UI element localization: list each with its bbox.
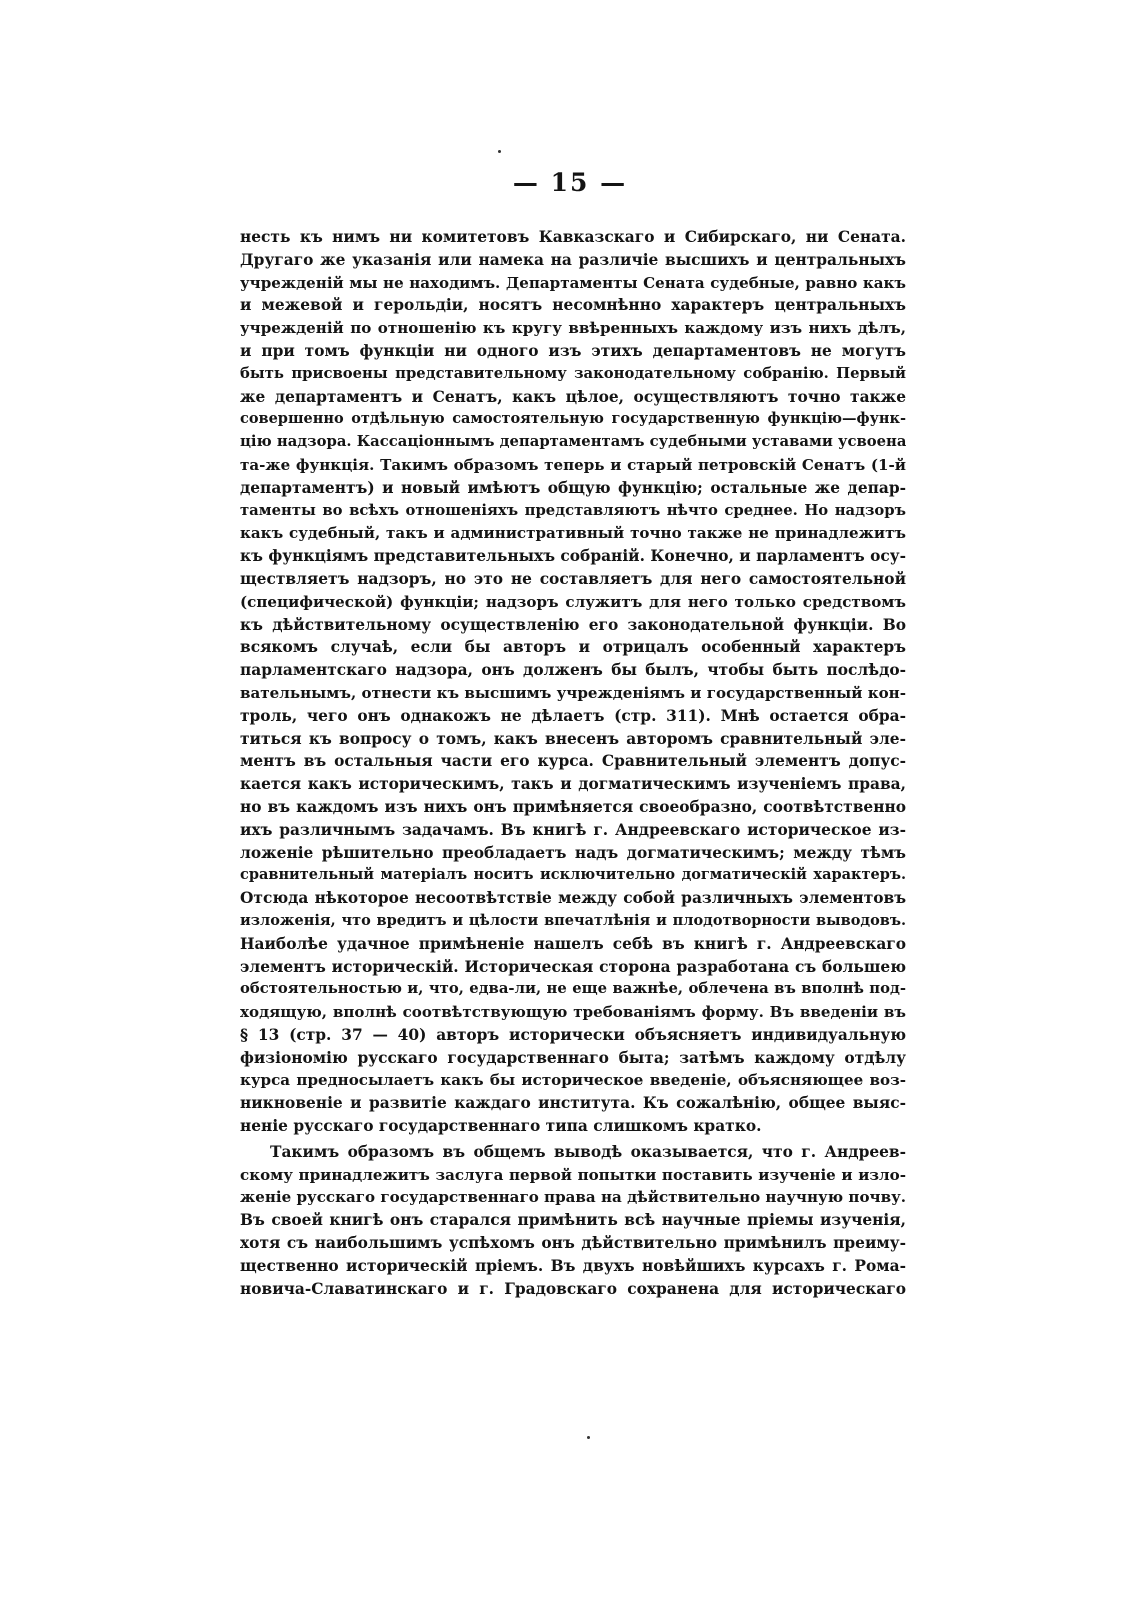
text-line: и при томъ функціи ни одного изъ этихъ департаментовъ не могутъ (240, 341, 906, 360)
paragraph-2 (240, 1141, 906, 1301)
text-line: никновеніе и развитіе каждаго института. Къ сожалѣнію, общее выяс- (240, 1094, 906, 1113)
text-line: Отсюда нѣкоторое несоотвѣтствіе между собой различныхъ элементовъ (240, 889, 906, 908)
text-line: парламентскаго надзора, онъ долженъ бы былъ, чтобы быть послѣдо- (240, 661, 906, 680)
text-line: ходящую, вполнѣ соотвѣтствующую требованіямъ форму. Въ введеніи въ (240, 1003, 906, 1022)
text-line: хотя съ наибольшимъ успѣхомъ онъ дѣйствительно примѣнилъ преиму- (240, 1234, 906, 1253)
text-line: щественно историческій пріемъ. Въ двухъ новѣйшихъ курсахъ г. Рома- (240, 1256, 906, 1275)
text-line: учрежденій по отношенію къ кругу ввѣренныхъ каждому изъ нихъ дѣлъ, (240, 319, 906, 338)
text-line: быть присвоены представительному законодательному собранію. Первый (240, 364, 906, 382)
text-line: изложенія, что вредитъ и цѣлости впечатлѣнія и плодотворности выводовъ. (240, 911, 906, 929)
text-line: неніе русскаго государственнаго типа слишкомъ кратко. (240, 1117, 762, 1136)
text-line: курса предносылаетъ какъ бы историческое введеніе, объясняющее воз- (240, 1071, 906, 1090)
text-line: элементъ историческій. Историческая сторона разработана съ большею (240, 957, 906, 976)
text-line: къ функціямъ представительныхъ собраній. Конечно, и парламентъ осу- (240, 547, 906, 566)
text-line: таменты во всѣхъ отношеніяхъ представляютъ нѣчто среднее. Но надзоръ (240, 501, 906, 519)
text-line: скому принадлежитъ заслуга первой попытки поставить изученіе и изло- (240, 1165, 906, 1184)
text-line: женіе русскаго государственнаго права на дѣйствительно научную почву. (240, 1188, 906, 1207)
text-line: же департаментъ и Сенатъ, какъ цѣлое, осуществляютъ точно также (240, 387, 906, 406)
text-line: цію надзора. Кассаціоннымъ департаментамъ судебными уставами усвоена (240, 433, 906, 451)
text-line: сравнительный матеріалъ носитъ исключительно догматическій характеръ. (240, 866, 906, 884)
text-line: новича-Славатинскаго и г. Градовскаго сохранена для историческаго (240, 1279, 906, 1298)
body-text (240, 226, 906, 1300)
text-line: троль, чего онъ однакожъ не дѣлаетъ (стр. 311). Мнѣ остается обра- (240, 706, 906, 725)
text-line: но въ каждомъ изъ нихъ онъ примѣняется своеобразно, соотвѣтственно (240, 797, 906, 816)
text-line: Другаго же указанія или намека на различіе высшихъ и центральныхъ (240, 250, 906, 269)
text-line: вательнымъ, отнести къ высшимъ учрежденіямъ и государственный кон- (240, 683, 906, 702)
text-line: титься къ вопросу о томъ, какъ внесенъ авторомъ сравнительный эле- (240, 729, 906, 748)
text-line: физіономію русскаго государственнаго быта; затѣмъ каждому отдѣлу (240, 1048, 906, 1067)
text-line: учрежденій мы не находимъ. Департаменты Сената судебные, равно какъ (240, 273, 906, 292)
text-line: совершенно отдѣльную самостоятельную государственную функцію—функ- (240, 410, 906, 428)
text-line: Наиболѣе удачное примѣненіе нашелъ себѣ въ книгѣ г. Андреевскаго (240, 934, 906, 953)
text-line: всякомъ случаѣ, если бы авторъ и отрицалъ особенный характеръ (240, 638, 906, 657)
text-line: какъ судебный, такъ и административный точно также не принадлежитъ (240, 524, 906, 543)
text-line: Въ своей книгѣ онъ старался примѣнить всѣ научные пріемы изученія, (240, 1211, 906, 1230)
text-line: ложеніе рѣшительно преобладаетъ надъ догматическимъ; между тѣмъ (240, 843, 906, 862)
text-line: кается какъ историческимъ, такъ и догматическимъ изученіемъ права, (240, 775, 906, 794)
text-line: (специфической) функціи; надзоръ служитъ для него только средствомъ (240, 592, 906, 611)
print-speck (498, 150, 501, 153)
text-line: обстоятельностью и, что, едва-ли, не еще важнѣе, облечена въ вполнѣ под- (240, 980, 906, 998)
text-line: ихъ различнымъ задачамъ. Въ книгѣ г. Андреевскаго историческое из- (240, 820, 906, 839)
text-line: ществляетъ надзоръ, но это не составляетъ для него самостоятельной (240, 569, 906, 588)
text-line: и межевой и герольдіи, носятъ несомнѣнно характеръ центральныхъ (240, 296, 906, 315)
page-number: — 15 — (512, 168, 628, 197)
print-speck (587, 1436, 590, 1439)
text-line: § 13 (стр. 37 — 40) авторъ исторически объясняетъ индивидуальную (240, 1025, 906, 1044)
paragraph-1 (240, 226, 906, 1138)
text-line: несть къ нимъ ни комитетовъ Кавказскаго и Сибирскаго, ни Сената. (240, 228, 906, 246)
text-line: департаментъ) и новый имѣютъ общую функцію; остальные же депар- (240, 478, 906, 497)
text-line: ментъ въ остальныя части его курса. Сравнительный элементъ допус- (240, 752, 906, 771)
text-line: та-же функція. Такимъ образомъ теперь и старый петровскій Сенатъ (1-й (240, 455, 906, 474)
text-line: Такимъ образомъ въ общемъ выводѣ оказывается, что г. Андреев- (270, 1142, 906, 1161)
text-line: къ дѣйствительному осуществленію его законодательной функціи. Во (240, 615, 906, 634)
